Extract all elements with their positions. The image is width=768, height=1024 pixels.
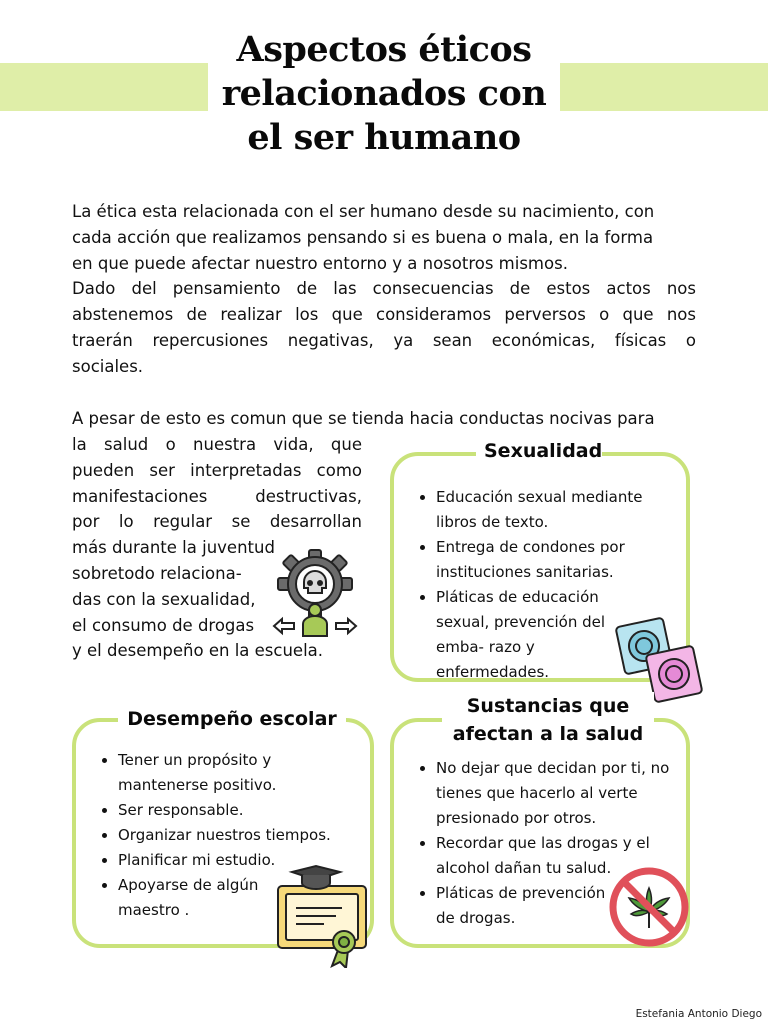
list-item: • Tener un propósito y mantenerse positivo. <box>118 748 288 798</box>
list-item: • Pláticas de prevención de drogas. <box>436 881 621 931</box>
card-title-sustancias <box>442 692 654 748</box>
list-item: • Educación sexual mediante libros de texto. <box>436 485 686 535</box>
author-credit: Estefania Antonio Diego <box>635 1008 762 1020</box>
header-band-right <box>560 63 768 111</box>
title-line-3: el ser humano <box>247 117 521 158</box>
list-item: • Entrega de condones por instituciones sanitarias. <box>436 535 686 585</box>
second-line: das con la sexualidad, <box>72 589 256 609</box>
list-item: • Organizar nuestros tiempos. <box>118 823 358 848</box>
card-title-desempeno: Desempeño escolar <box>118 706 346 732</box>
title-line-1: Aspectos éticos <box>236 29 532 70</box>
list-item: • Pláticas de educación sexual, prevención del emba- razo y enfermedades. <box>436 585 646 685</box>
header-band-left <box>0 63 208 111</box>
intro-line: traerán repercusiones negativas, ya sean económicas, físicas o <box>72 330 696 350</box>
second-line: más durante la juventud <box>72 538 275 558</box>
second-line: sobretodo relaciona- <box>72 563 242 583</box>
no-drugs-icon <box>608 866 690 948</box>
certificate-graduation-icon <box>272 864 372 968</box>
intro-line: La ética esta relacionada con el ser humano desde su nacimiento, con <box>72 202 655 221</box>
sustancias-title-line-1: Sustancias que <box>466 695 630 717</box>
intro-paragraph <box>72 199 696 380</box>
page-title <box>200 28 568 160</box>
intro-line: cada acción que realizamos pensando si es buena o mala, en la forma <box>72 227 654 247</box>
list-item: • No dejar que decidan por ti, no tienes que hacerlo al verte presionado por otros. <box>436 756 686 831</box>
second-line: la salud o nuestra vida, que <box>72 435 362 454</box>
condom-packets-icon <box>612 612 704 704</box>
second-line: por lo regular se desarrollan <box>72 512 362 532</box>
list-item: • Planificar mi estudio. <box>118 848 358 873</box>
second-line: el consumo de drogas <box>72 615 255 635</box>
second-paragraph-first-line: A pesar de esto es comun que se tienda hacia conductas nocivas para <box>72 409 655 428</box>
card-title-sexualidad: Sexualidad <box>476 438 602 464</box>
title-line-2: relacionados con <box>221 73 547 114</box>
intro-line: sociales. <box>72 356 144 376</box>
sustancias-title-line-2: afectan a la salud <box>452 723 644 745</box>
second-line: pueden ser interpretadas como <box>72 460 362 480</box>
intro-line: abstenemos de realizar los que consideramos perversos o que nos <box>72 305 696 325</box>
list-item: • Ser responsable. <box>118 798 358 823</box>
second-line: manifestaciones destructivas, <box>72 486 362 506</box>
gear-skull-person-icon <box>270 548 360 640</box>
list-item: • Recordar que las drogas y el alcohol dañan tu salud. <box>436 831 661 881</box>
intro-line: Dado del pensamiento de las consecuencias de estos actos nos <box>72 279 696 299</box>
intro-line: en que puede afectar nuestro entorno y a nosotros mismos. <box>72 253 568 273</box>
list-item: • Apoyarse de algún maestro . <box>118 873 268 923</box>
second-line: y el desempeño en la escuela. <box>72 641 324 661</box>
